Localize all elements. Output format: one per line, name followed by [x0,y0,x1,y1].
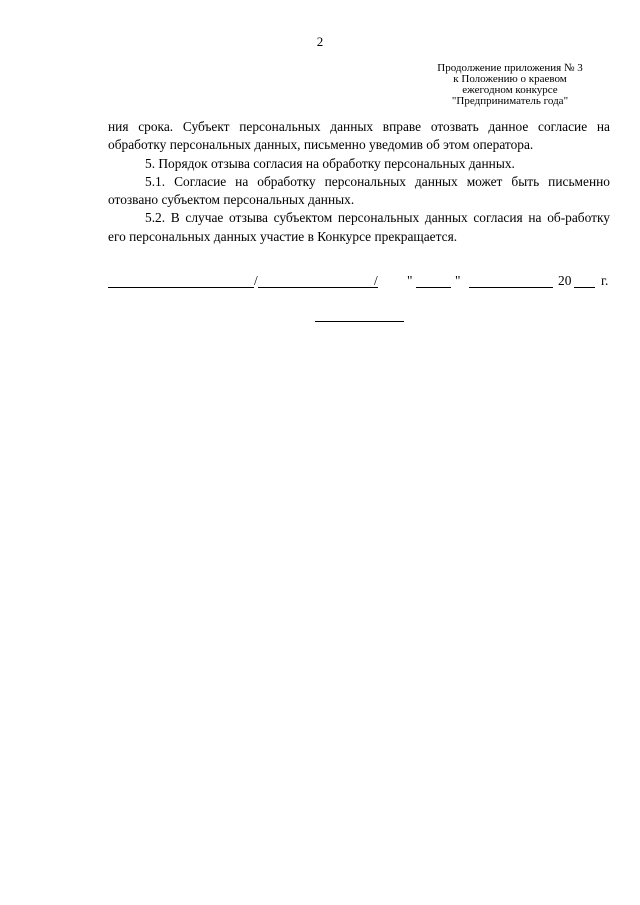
year-prefix: 20 [558,273,572,288]
page-number: 2 [316,34,324,49]
appendix-line-4: "Предприниматель года" [451,95,569,107]
signature-blank [108,287,254,288]
appendix-line-3: ежегодном конкурсе [462,84,558,96]
date-quote-open: " [407,273,413,288]
appendix-heading [410,63,610,107]
day-blank [416,287,451,288]
year-suffix: г. [601,273,609,288]
appendix-line-1: Продолжение приложения № 3 [437,62,583,74]
date-quote-close: " [455,273,461,288]
name-blank [258,287,378,288]
signature-separator-1: / [254,273,258,288]
month-blank [469,287,553,288]
section-5-heading: 5. Порядок отзыва согласия на обработку персональных данных. [145,155,515,171]
signature-date-row [108,271,610,291]
body-text [108,118,610,246]
paragraph-5-2: 5.2. В случае отзыва субъектом персональных данных согласия на об-работку его персональных данных участие в Конкурсе прекращается. [108,210,610,244]
year-blank [574,287,595,288]
signature-separator-2: / [374,273,378,288]
paragraph-5-1: 5.1. Согласие на обработку персональных данных может быть письменно отозвано субъектом персональных данных. [108,173,610,208]
appendix-line-2: к Положению о краевом [453,73,567,85]
paragraph-consent-duration: ния срока. Субъект персональных данных вправе отозвать данное согласие на обработку персональных данных, письменно уведомив об этом оператора. [108,119,610,153]
end-of-document-rule [315,321,404,322]
